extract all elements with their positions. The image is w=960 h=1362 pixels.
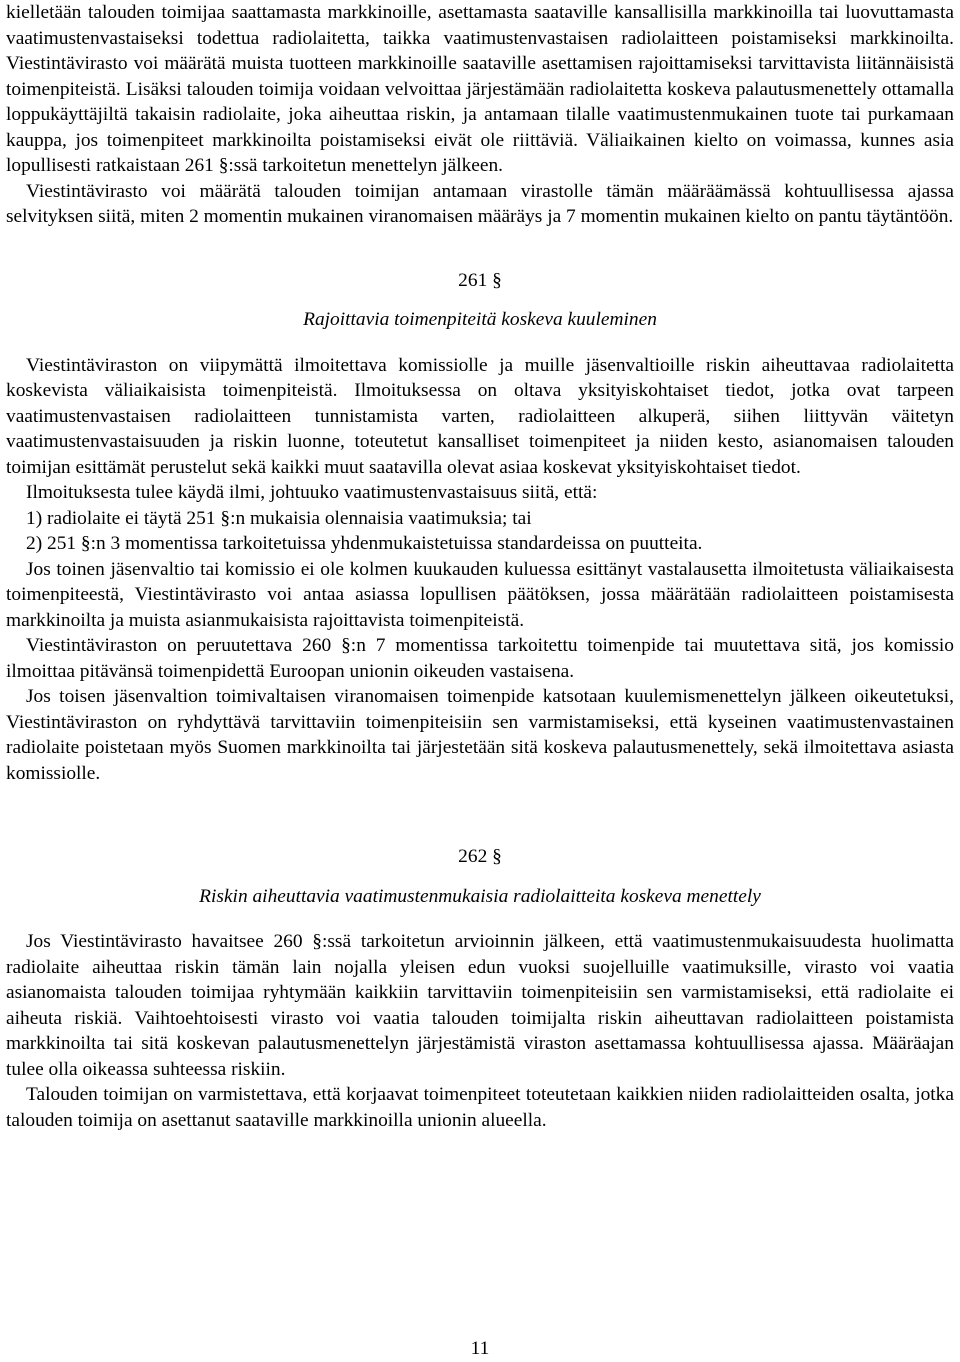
paragraph: Ilmoituksesta tulee käydä ilmi, johtuuko vaatimustenvastaisuus siitä, että: [26,482,598,503]
section-title: Riskin aiheuttavia vaatimustenmukaisia radiolaitteita koskeva menettely [199,885,761,907]
list-item: 1) radiolaite ei täytä 251 §:n mukaisia olennaisia vaatimuksia; tai [26,507,532,529]
paragraph: Jos toisen jäsenvaltion toimivaltaisen viranomaisen toimenpide katsotaan kuulemismenettelyn jälkeen oikeutetuksi, Viestintäviraston on ryhdyttävä tarvittaviin toimenpiteisiin sen varmistamiseksi, että kyseinen vaatimustenvastainen radiolaite poistetaan myös Suomen markkinoilta tai järjestetään sitä koskeva palautusmenettely, sekä ilmoitettava asiasta komissiolle. [6,686,954,784]
list-item: 2) 251 §:n 3 momentissa tarkoitetuissa yhdenmukaistetuissa standardeissa on puutteita. [26,533,703,554]
section-number: 261 § [458,269,502,291]
paragraph: Jos toinen jäsenvaltio tai komissio ei ole kolmen kuukauden kuluessa esittänyt vastalausetta ilmoitetusta väliaikaisesta toimenpiteestä, Viestintävirasto voi antaa asiassa lopullisen päätöksen, jossa määrätään radiolaitteen poistamisesta markkinoilta ja muista asianmukaisista rajoittavista toimenpiteistä. [6,558,954,631]
section-title: Rajoittavia toimenpiteitä koskeva kuuleminen [303,309,657,330]
paragraph: Viestintäviraston on peruutettava 260 §:n 7 momentissa tarkoitettu toimenpide tai muutettava sitä, jos komissio ilmoittaa pitävänsä toimenpidettä Euroopan unionin oikeuden vastaisena. [6,635,954,682]
document-page [6,0,954,1133]
paragraph: Talouden toimijan on varmistettava, että korjaavat toimenpiteet toteutetaan kaikkien niiden radiolaitteiden osalta, jotka talouden toimija on asettanut saataville markkinoilla unionin alueella. [6,1084,954,1131]
paragraph: Jos Viestintävirasto havaitsee 260 §:ssä tarkoitetun arvioinnin jälkeen, että vaatimustenmukaisuudesta huolimatta radiolaite aiheuttaa riskin tämän lain nojalla yleisen edun vuoksi suojelluille vaatimuksille, virasto voi vaatia asianomaista talouden toimijaa ryhtymään kaikkiin tarvittaviin toimenpiteisiin sen varmistamiseksi, että radiolaite ei aiheuta riskiä. Vaihtoehtoisesti virasto voi vaatia talouden toimijalta riskin aiheuttavan radiolaitteen poistamista markkinoilta tai sitä koskevan palautusmenettelyn järjestämistä viraston asettamassa kohtuullisessa ajassa. Määräajan tulee olla oikeassa suhteessa riskiin. [6,931,954,1080]
page-number: 11 [470,1338,490,1359]
paragraph: kielletään talouden toimijaa saattamasta markkinoille, asettamasta saataville kansallisilla markkinoilla tai luovuttamasta vaatimustenvastaiseksi todettua radiolaitetta, taikka vaatimustenvastaisen radiolaitteen poistamiseksi markkinoilta. Viestintävirasto voi määrätä muista tuotteen markkinoille saataville asettamisen rajoittamiseksi tarvittavista liitännäisistä toimenpiteistä. Lisäksi talouden toimija voidaan velvoittaa järjestämään radiolaitetta koskeva palautusmenettely ottamalla loppukäyttäjiltä takaisin radiolaite, joka aiheuttaa riskin, ja antamaan tilalle vaatimustenmukainen tuote tai purkamaan kauppa, jos toimenpiteet markkinoilta poistamiseksi eivät ole riittäviä. Väliaikainen kielto on voimassa, kunnes asia lopullisesti ratkaistaan 261 §:ssä tarkoitetun menettelyn jälkeen. [6,2,954,176]
paragraph: Viestintävirasto voi määrätä talouden toimijan antamaan virastolle tämän määräämässä kohtuullisessa ajassa selvityksen siitä, miten 2 momentin mukainen viranomaisen määräys ja 7 momentin mukainen kielto on pantu täytäntöön. [6,180,954,227]
paragraph: Viestintäviraston on viipymättä ilmoitettava komissiolle ja muille jäsenvaltioille riskin aiheuttavaa radiolaitetta koskevista väliaikaisista toimenpiteistä. Ilmoituksessa on oltava yksityiskohtaiset tiedot, jotka ovat tarpeen vaatimustenvastaisen radiolaitteen tunnistamista varten, radiolaitteen alkuperä, siihen liittyvän väitetyn vaatimustenvastaisuuden ja riskin luonne, toteutetut kansalliset toimenpiteet ja niiden kesto, asianomaisen talouden toimijan esittämät perustelut sekä kaikki muut saatavilla olevat asiaa koskevat yksityiskohtaiset tiedot. [6,354,954,478]
section-number: 262 § [458,846,502,867]
